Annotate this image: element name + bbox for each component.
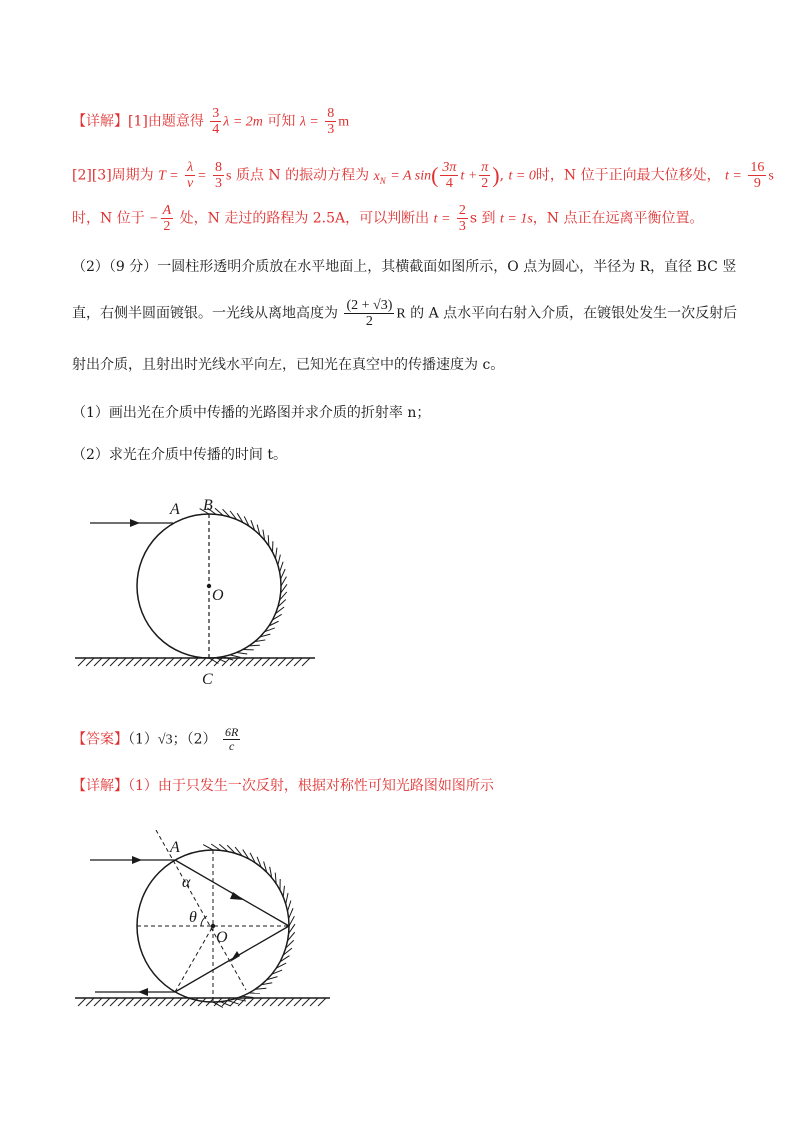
mirror-hatch-mark <box>213 1002 223 1007</box>
detail-text: s 到 <box>469 210 496 227</box>
question-2: （2）求光在介质中传播的时间 t。 <box>72 447 287 463</box>
label-O: O <box>216 929 228 946</box>
ground-hatch-mark <box>262 998 270 1006</box>
mirror-hatch-mark <box>289 908 293 918</box>
math-expr: = A sin <box>390 168 432 184</box>
label-O: O <box>212 587 224 604</box>
detail-text: ，N 点正在远离平衡位置。 <box>532 210 704 227</box>
answer-fraction: $\frac{6R}{c}$ <box>224 725 239 753</box>
mirror-hatch-mark <box>278 555 280 566</box>
ground-hatch-mark <box>142 998 150 1006</box>
math-expr: T = <box>158 168 179 184</box>
mirror-hatch-mark <box>203 845 213 850</box>
ground-hatch-mark <box>294 998 302 1006</box>
ground-hatch-mark <box>278 998 286 1006</box>
math-expr: λ = <box>299 114 319 130</box>
ground-hatch-mark <box>254 998 262 1006</box>
detail-text: 周期为 <box>111 167 154 184</box>
problem-line-1: （2）（9 分）一圆柱形透明介质放在水平地面上，其横截面如图所示，O 点为圆心，半径为 R，直径 BC 竖 <box>72 259 737 275</box>
label-A: A <box>170 501 180 518</box>
ground-hatch-mark <box>310 998 318 1006</box>
detail-line-2: [2][3]周期为 T = $\frac{\lambda}{v}$ = $\frac{8}{3}$ s 质点 N 的振动方程为 $x_N = A$ sin( $\frac{3\pi}{4}$ t + $\frac{\pi}{2}$ ), t = 0时，N 位于正向最大位移处， t = $\frac{16}{9}$ s <box>72 160 774 191</box>
ground-hatch-mark <box>110 998 118 1006</box>
mirror-hatch-mark <box>230 655 241 657</box>
detail-text: （1）由于只发生一次反射，根据对称性可知光路图如图所示 <box>128 778 494 794</box>
math-expr: t = 0 <box>508 168 536 184</box>
part-label: [1] <box>128 113 148 130</box>
unit: s <box>226 168 232 184</box>
mirror-hatch-mark <box>283 886 284 897</box>
detail-tag: 【详解】 <box>72 113 128 130</box>
mirror-hatch-mark <box>276 548 277 559</box>
math-expr: t = 1s <box>500 211 533 227</box>
ground-hatch-mark <box>78 998 86 1006</box>
detail-text: 时，N 位于正向最大位移处， <box>535 167 721 184</box>
answer-line <box>72 726 242 753</box>
mirror-hatch-mark <box>289 916 294 926</box>
ground-hatch-mark <box>174 998 182 1006</box>
problem-text: 的 A 点水平向右射入介质，在镀银处发生一次反射后 <box>410 305 738 322</box>
fraction: $\frac{8}{3}$ <box>215 160 223 191</box>
problem-line-2 <box>72 298 737 329</box>
detail-line-3 <box>72 203 704 234</box>
label-A: A <box>170 839 180 856</box>
figure-1-diagram <box>70 490 330 690</box>
label-C: C <box>202 671 213 688</box>
ground-hatch-mark <box>166 998 174 1006</box>
fraction: $\frac{2}{3}$ <box>458 203 466 234</box>
math-expr: − <box>149 211 159 227</box>
detail-line-1 <box>72 106 349 137</box>
ground-hatch-mark <box>150 998 158 1006</box>
ground-hatch-mark <box>302 998 310 1006</box>
ground-hatch-mark <box>318 998 326 1006</box>
detail-text: 时，N 位于 <box>72 210 145 227</box>
detail-text: 质点 N 的振动方程为 <box>235 167 370 184</box>
math-expr: λ = 2m <box>223 114 263 130</box>
ground-hatch-mark <box>118 998 126 1006</box>
answer-tag: 【答案】 <box>72 731 128 748</box>
label-alpha: α <box>182 874 191 891</box>
ground-hatch-mark <box>102 998 110 1006</box>
part-label: [2][3] <box>72 167 112 184</box>
answer-part-1: （1） <box>128 731 158 748</box>
ground-hatch-mark <box>126 998 134 1006</box>
math-expr: t + <box>460 168 478 184</box>
fraction: $\frac{(2 + √3)}{2}$ <box>346 298 393 329</box>
fraction: $\frac{3}{4}$ <box>212 106 220 137</box>
detail-tag: 【详解】 <box>72 778 128 794</box>
unit: m <box>338 114 350 130</box>
math-expr: R <box>396 306 406 322</box>
detail-text: 由题意得 <box>147 113 204 130</box>
ground-hatch-mark <box>246 998 254 1006</box>
mirror-hatch-mark <box>281 569 285 579</box>
ground-hatch-mark <box>158 998 166 1006</box>
math-expr: t = <box>433 211 451 227</box>
mirror-hatch-mark <box>237 653 248 654</box>
label-theta: θ <box>189 909 197 926</box>
ground-hatch-mark <box>286 998 294 1006</box>
answer-value-1: √3 <box>157 732 173 748</box>
fraction: $\frac{A}{2}$ <box>162 203 172 234</box>
question-1: （1）画出光在介质中传播的光路图并求介质的折射率 n； <box>72 405 431 421</box>
ground-hatch-mark <box>270 998 278 1006</box>
mirror-hatch-mark <box>268 535 269 546</box>
mirror-hatch-mark <box>249 645 260 646</box>
figure-2-diagram <box>70 830 340 1020</box>
mirror-hatch-mark <box>288 900 291 911</box>
mirror-hatch-mark <box>280 562 284 572</box>
detail-text: 可知 <box>267 113 296 130</box>
answer-separator: ；（2） <box>172 731 217 748</box>
ground-hatch-mark <box>94 998 102 1006</box>
fraction: $\frac{3\pi}{4}$ <box>442 160 457 191</box>
math-expr: $x_N$ <box>373 168 386 186</box>
unit: s <box>768 168 774 184</box>
fraction: $\frac{8}{3}$ <box>327 106 335 137</box>
label-B: B <box>203 497 213 514</box>
fraction: $\frac{\pi}{2}$ <box>481 160 489 191</box>
ground-hatch-mark <box>86 998 94 1006</box>
ground-hatch-mark <box>182 998 190 1006</box>
fraction: $\frac{\lambda}{v}$ <box>186 160 194 191</box>
math-expr: t = <box>725 168 742 184</box>
detail-text: 处，N 走过的路程为 2.5A，可以判断出 <box>179 210 430 227</box>
math-expr: = <box>197 168 207 184</box>
problem-text: 直，右侧半圆面镀银。一光线从离地高度为 <box>72 305 338 322</box>
fraction: $\frac{16}{9}$ <box>750 160 765 191</box>
mirror-hatch-mark <box>286 893 288 904</box>
ground-hatch-mark <box>134 998 142 1006</box>
detail-2-line <box>72 776 494 796</box>
problem-line-3: 射出介质，且射出时光线水平向左，已知光在真空中的传播速度为 c。 <box>72 357 505 373</box>
mirror-hatch-mark <box>281 577 286 586</box>
